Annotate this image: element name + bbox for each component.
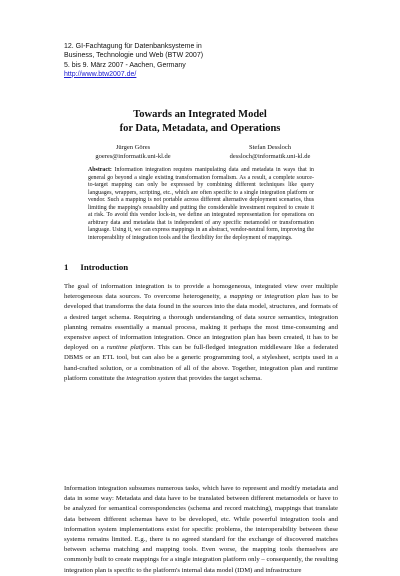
emphasis-integration-plan: integration plan [264, 293, 309, 301]
author-email: goeres@informatik.uni-kl.de [95, 153, 171, 160]
abstract-label: Abstract: [88, 167, 112, 173]
conference-header [64, 42, 203, 79]
author-name: Stefan Dessloch [248, 144, 292, 151]
text-run: has to be developed that transforms the data found in the sources into the data model, structures, and formats of a desired target schema. Requiring a thorough understanding of data source semantics, integration planning remains essentially a manual process, making it perhaps the most time-consuming and expensive aspect of information integration. Once an integration plan has been created, it has to be deployed on a [64, 293, 338, 352]
section-title: Introduction [80, 262, 129, 272]
emphasis-integration-system: integration system [126, 374, 176, 382]
section-heading [64, 262, 128, 272]
paragraph-2: Information integration subsumes numerous tasks, which have to represent and modify metadata and data in some way: Metadata and data have to be translated between different metamodels or have to be analyzed for semantical correspondencies (schema and record matching), mappings that translate data between different schemas have to be developed, etc. While powerful integration tools and information system implementations exist for specific problems, the interoperability between these systems remains limited. E.g., there is no agreed standard for the exchange of discovered matches between schema matching and mapping tools. Even worse, the mapping tools themselves are commonly built to create mappings for a single integration platform only – consequently, the resulting integration plan is specific to the platform's internal data model (IDM) and infrastructure [64, 485, 338, 574]
abstract [88, 167, 314, 242]
text-run: that provides the target schema. [175, 374, 262, 382]
author-name: Jürgen Göres [115, 144, 151, 151]
conference-url-link[interactable]: http://www.btw2007.de/ [64, 70, 137, 78]
section-number: 1 [64, 262, 69, 272]
text-run: or [252, 293, 265, 301]
conference-line-3: 5. bis 9. März 2007 - Aachen, Germany [64, 61, 186, 69]
author-2 [212, 143, 328, 161]
emphasis-mapping: mapping [229, 293, 253, 301]
title-line-1: Towards an Integrated Model [133, 109, 267, 120]
abstract-text: Information integration requires manipulating data and metadata in ways that in general go beyond a single existing transformation formalism. As a result, a complete source-to-target mapping can only be expressed by combining different techniques like query languages, wrappers, scripting, etc., which are often specific to a single integration platform or vendor. Such a mapping is not portable across different alternative deployment scenarios, thus limiting the mapping's reusability and putting the considerable investment required to create it at risk. To avoid this vendor lock-in, we define an integrated representation for operations on arbitrary data and metadata that is independent of any specific metamodel or transformation language. Using it, we can express mappings in an abstract, vendor-neutral form, improving the interoperability of integration tools and the flexibility for the deployment of mappings. [88, 167, 314, 241]
text-run: . This can be full-fledged integration middleware like a federated DBMS or an ETL tool, but can also be a generic programming tool, a stylesheet, scripts used in a hand-crafted solution, or a combination of all of the above. Together, integration plan and runtime platform constitute the [64, 344, 338, 382]
conference-line-1: 12. GI-Fachtagung für Datenbanksysteme in [64, 43, 202, 50]
paper-title [40, 108, 360, 135]
title-line-2: for Data, Metadata, and Operations [119, 122, 281, 134]
emphasis-runtime-platform: runtime platform [106, 344, 154, 352]
author-1 [78, 143, 188, 161]
text-run: The goal of information integration is to provide a homogeneous, integrated view over multiple heterogeneous data sources. To overcome heterogeneity, a [64, 283, 338, 301]
paragraph-1 [64, 282, 338, 384]
conference-line-2: Business, Technologie und Web (BTW 2007) [64, 52, 204, 60]
author-email: dessloch@informatik.uni-kl.de [229, 153, 311, 160]
